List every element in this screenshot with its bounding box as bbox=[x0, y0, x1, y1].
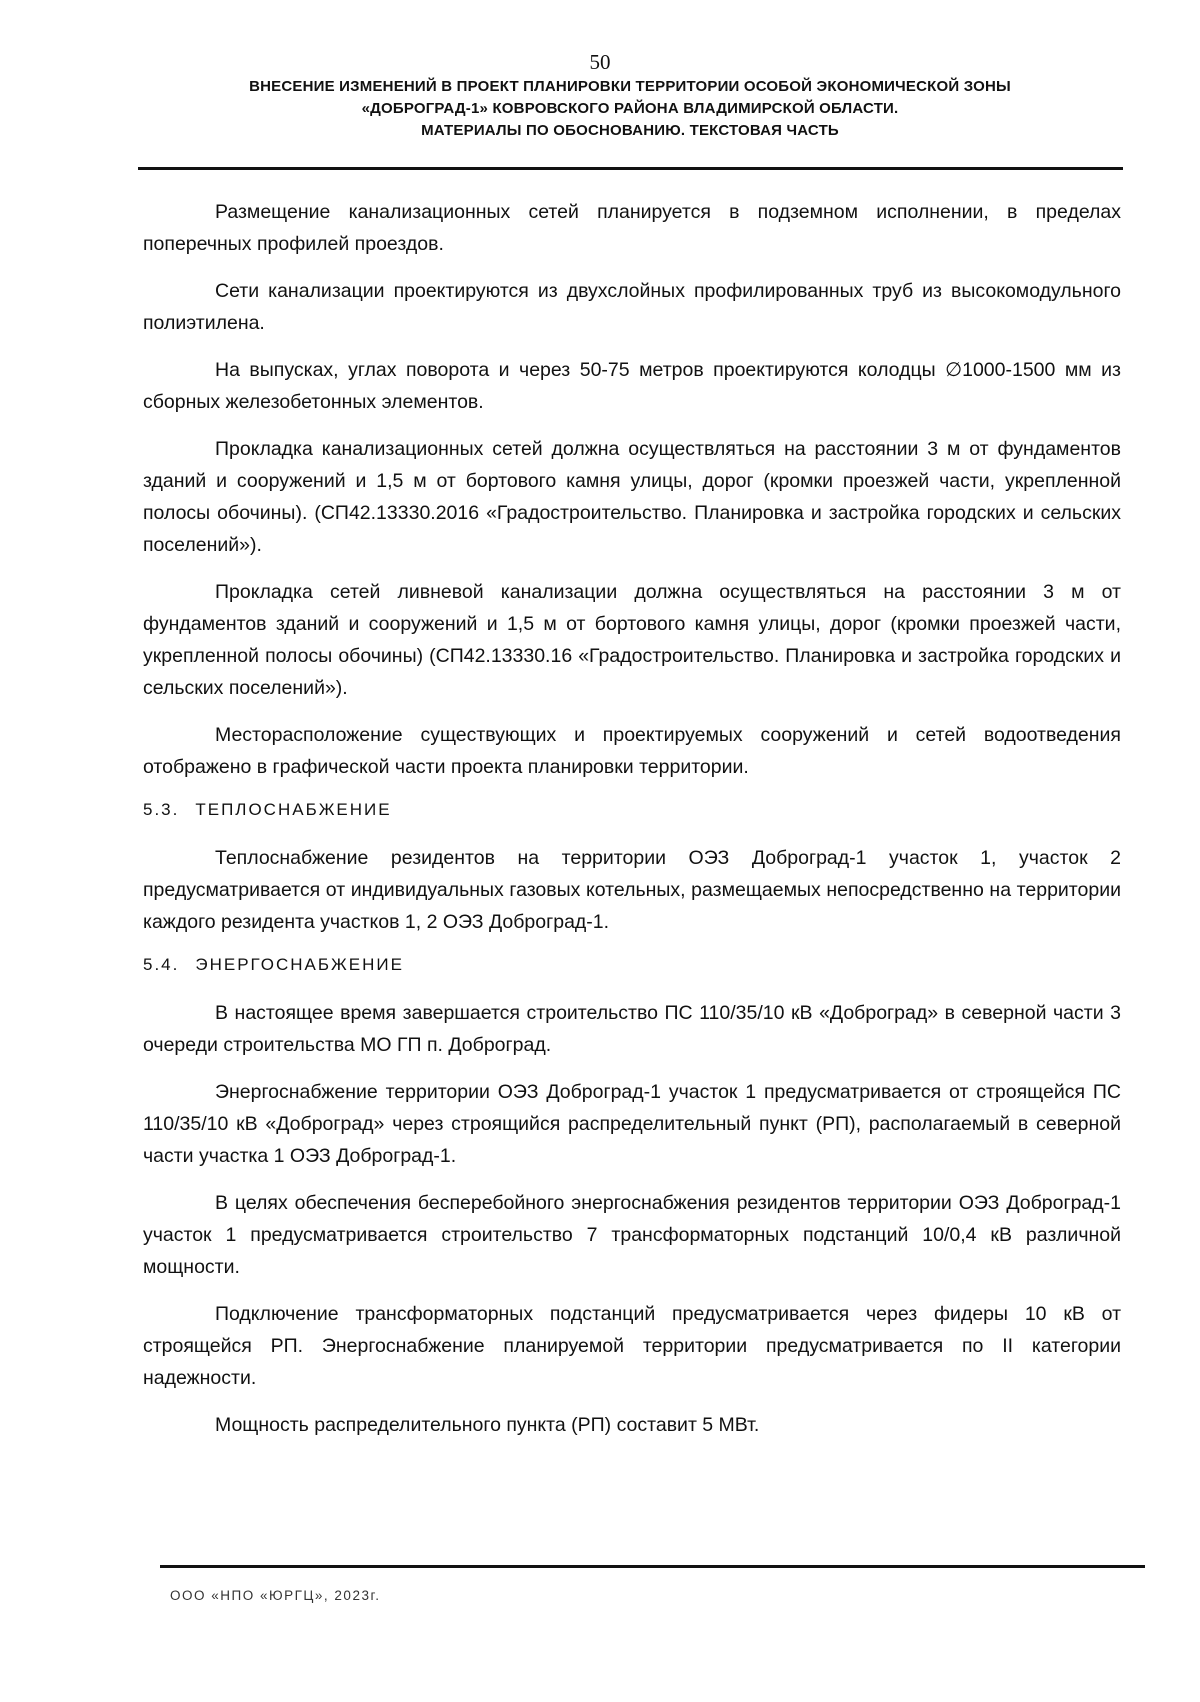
paragraph-sewer-pipes: Сети канализации проектируются из двухслойных профилированных труб из высокомодульного полиэтилена. bbox=[143, 280, 1121, 334]
paragraph-feeder-connection: Подключение трансформаторных подстанций предусматривается через фидеры 10 кВ от строящейся РП. Энергоснабжение планируемой территории предусматривается по II категории надежности. bbox=[143, 1303, 1121, 1389]
page-number: 50 bbox=[589, 50, 611, 74]
paragraph-sewer-wells: На выпусках, углах поворота и через 50-75 метров проектируются колодцы ∅1000-1500 мм из сборных железобетонных элементов. bbox=[143, 359, 1121, 413]
paragraph-drainage-location: Месторасположение существующих и проектируемых сооружений и сетей водоотведения отображено в графической части проекта планировки территории. bbox=[143, 724, 1121, 778]
paragraph-substation-construction: В настоящее время завершается строительство ПС 110/35/10 кВ «Доброград» в северной части 3 очереди строительства МО ГП п. Доброград. bbox=[143, 1002, 1121, 1056]
paragraph-distribution-capacity: Мощность распределительного пункта (РП) составит 5 МВт. bbox=[215, 1414, 760, 1436]
section-heading-heat-supply bbox=[143, 798, 1121, 822]
section-number: 5.3. bbox=[143, 800, 180, 819]
header-divider bbox=[138, 167, 1123, 170]
section-title: ТЕПЛОСНАБЖЕНИЕ bbox=[195, 800, 392, 819]
paragraph-sewer-distances: Прокладка канализационных сетей должна осуществляться на расстоянии 3 м от фундаментов зданий и сооружений и 1,5 м от бортового камня улицы, дорог (кромки проезжей части, укрепленной полосы обочины). (СП42.13330.2016 «Градостроительство. Планировка и застройка городских и сельских поселений»). bbox=[143, 438, 1121, 556]
section-heading-power-supply bbox=[143, 953, 1121, 977]
document-body bbox=[143, 196, 1121, 1456]
paragraph-sewer-placement: Размещение канализационных сетей планируется в подземном исполнении, в пределах поперечных профилей проездов. bbox=[143, 201, 1121, 255]
footer-company: ООО «НПО «ЮРГЦ», 2023г. bbox=[170, 1588, 381, 1603]
header-line-1: ВНЕСЕНИЕ ИЗМЕНЕНИЙ В ПРОЕКТ ПЛАНИРОВКИ ТЕРРИТОРИИ ОСОБОЙ ЭКОНОМИЧЕСКОЙ ЗОНЫ bbox=[249, 78, 1011, 95]
paragraph-transformer-substations: В целях обеспечения бесперебойного энергоснабжения резидентов территории ОЭЗ Доброград-1 участок 1 предусматривается строительство 7 трансформаторных подстанций 10/0,4 кВ различной мощности. bbox=[143, 1192, 1121, 1278]
paragraph-heat-supply: Теплоснабжение резидентов на территории ОЭЗ Доброград-1 участок 1, участок 2 предусматривается от индивидуальных газовых котельных, размещаемых непосредственно на территории каждого резидента участков 1, 2 ОЭЗ Доброград-1. bbox=[143, 847, 1121, 933]
footer-divider bbox=[160, 1565, 1145, 1568]
section-title: ЭНЕРГОСНАБЖЕНИЕ bbox=[195, 955, 404, 974]
section-number: 5.4. bbox=[143, 955, 180, 974]
paragraph-power-supply-source: Энергоснабжение территории ОЭЗ Доброград-1 участок 1 предусматривается от строящейся ПС 110/35/10 кВ «Доброград» через строящийся распределительный пункт (РП), располагаемый в северной части участка 1 ОЭЗ Доброград-1. bbox=[143, 1081, 1121, 1167]
header-line-2: «ДОБРОГРАД-1» КОВРОВСКОГО РАЙОНА ВЛАДИМИРСКОЙ ОБЛАСТИ. bbox=[361, 100, 899, 117]
header-line-3: МАТЕРИАЛЫ ПО ОБОСНОВАНИЮ. ТЕКСТОВАЯ ЧАСТЬ bbox=[421, 122, 839, 139]
paragraph-storm-sewer-distances: Прокладка сетей ливневой канализации должна осуществляться на расстоянии 3 м от фундаментов зданий и сооружений и 1,5 м от бортового камня улицы, дорог (кромки проезжей части, укрепленной полосы обочины) (СП42.13330.16 «Градостроительство. Планировка и застройка городских и сельских поселений»). bbox=[143, 581, 1121, 699]
document-header bbox=[150, 76, 1110, 142]
